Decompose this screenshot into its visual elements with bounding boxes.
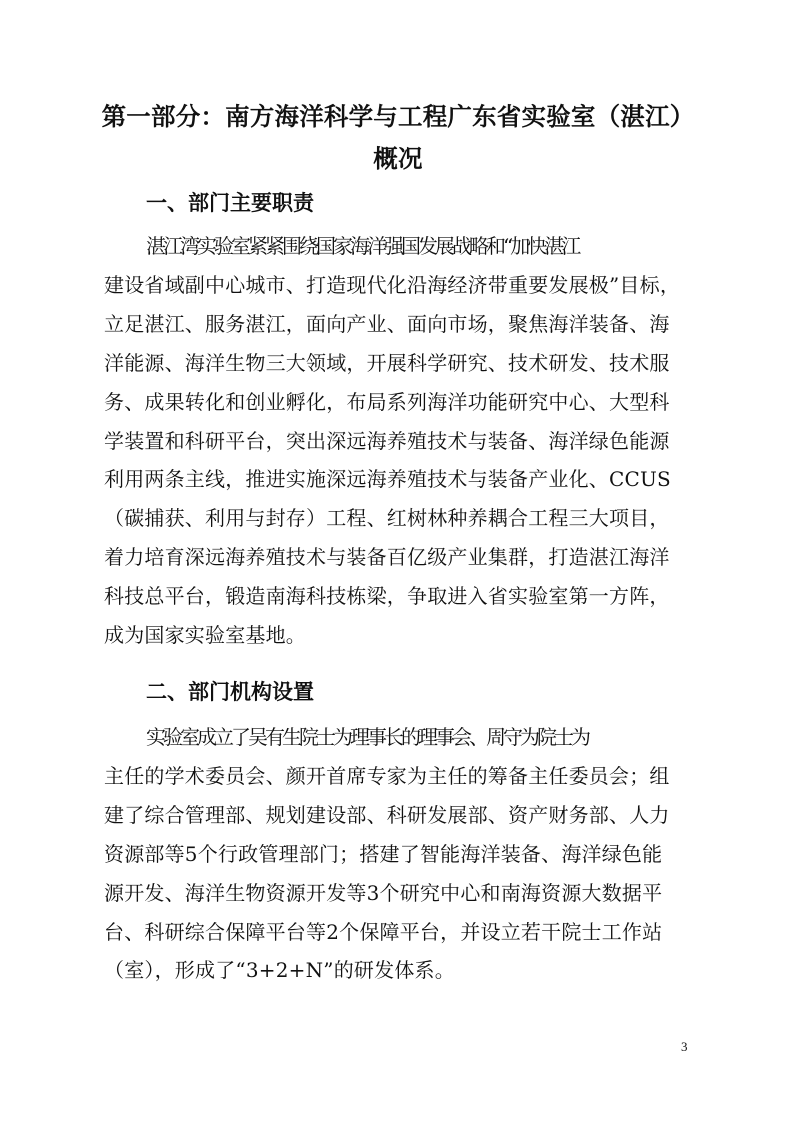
text-line: 科技总平台，锻造南海科技栋梁，争取进入省实验室第一方阵，	[104, 584, 670, 609]
text-line: 台、科研综合保障平台等2个保障平台，并设立若干院士工作站	[104, 919, 663, 944]
text-line: 利用两条主线，推进实施深远海养殖技术与装备产业化、CCUS	[104, 467, 671, 492]
section-heading-responsibilities: 一、部门主要职责	[146, 191, 314, 215]
text-line: 着力培育深远海养殖技术与装备百亿级产业集群，打造湛江海洋	[104, 545, 670, 570]
text-line: 洋能源、海洋生物三大领域，开展科学研究、技术研发、技术服	[104, 350, 670, 375]
text-line: 湛江湾实验室紧紧围绕国家海洋强国发展战略和“加快湛江	[146, 234, 579, 258]
text-line: 成为国家实验室基地。	[104, 623, 306, 648]
text-line: 资源部等5个行政管理部门；搭建了智能海洋装备、海洋绿色能	[104, 841, 663, 866]
text-line: 务、成果转化和创业孵化，布局系列海洋功能研究中心、大型科	[104, 389, 670, 414]
text-line: 实验室成立了吴有生院士为理事长的理事会、周守为院士为	[146, 725, 588, 749]
page-title: 第一部分：南方海洋科学与工程广东省实验室（湛江）概况	[101, 102, 695, 173]
text-line: 立足湛江、服务湛江，面向产业、面向市场，聚焦海洋装备、海	[104, 311, 670, 336]
text-line: 学装置和科研平台，突出深远海养殖技术与装备、海洋绿色能源	[104, 428, 670, 453]
paragraph-organization	[104, 718, 692, 990]
text-line: 主任的学术委员会、颜开首席专家为主任的筹备主任委员会；组	[104, 763, 670, 788]
text-line: （碳捕获、利用与封存）工程、红树林种养耦合工程三大项目，	[104, 506, 670, 531]
page-number: 3	[681, 1039, 688, 1054]
text-line: （室），形成了“3+2+N”的研发体系。	[104, 958, 455, 983]
text-line: 建设省域副中心城市、打造现代化沿海经济带重要发展极”目标，	[104, 272, 681, 297]
text-line: 建了综合管理部、规划建设部、科研发展部、资产财务部、人力	[104, 802, 670, 827]
section-heading-organization: 二、部门机构设置	[146, 680, 314, 704]
paragraph-responsibilities	[104, 227, 692, 655]
text-line: 源开发、海洋生物资源开发等3个研究中心和南海资源大数据平	[104, 880, 663, 905]
